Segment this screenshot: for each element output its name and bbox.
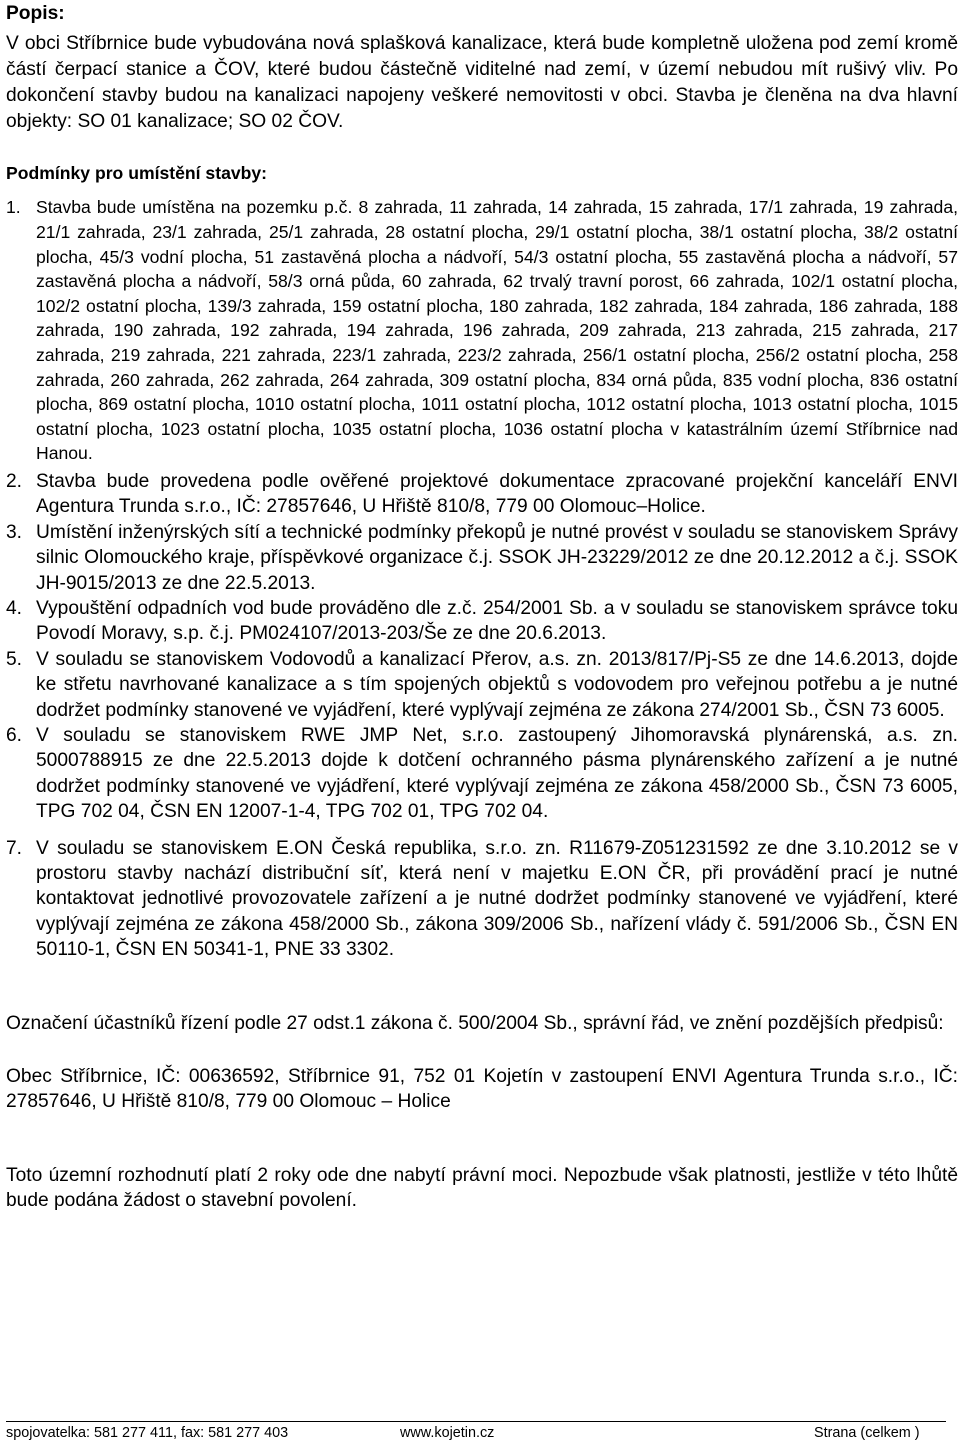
participants-label: Označení účastníků řízení podle 27 odst.1 zákona č. 500/2004 Sb., správní řád, ve znění pozdějších předpisů: [6,1012,944,1034]
section-heading-popis: Popis: [6,3,65,24]
condition-number: 2. [6,470,23,492]
condition-text: V souladu se stanoviskem Vodovodů a kanalizací Přerov, a.s. zn. 2013/817/Pj-S5 ze dne 14.6.2013, dojde ke střetu navrhované kanalizace a s tím spojených objektů s vodovodem pro veřejnou potřebu a je nutné dodržet podmínky stanovené ve vyjádření, které vyplývají zejména ze zákona 274/2001 Sb., ČSN 73 6005. [36,648,958,721]
condition-item [6,520,958,596]
condition-item [6,836,958,963]
footer-website-link[interactable]: www.kojetin.cz [400,1425,495,1441]
condition-text: V souladu se stanoviskem E.ON Česká republika, s.r.o. zn. R11679-Z051231592 ze dne 3.10.2012 se v prostoru stavby nachází distribuční síť, která není v majetku E.ON ČR, při provádění prací je nutné kontaktovat jednotlivé provozovatele zařízení a je nutné dodržet podmínky stanovené ve vyjádření, které vyplývají zejména ze zákona 458/2000 Sb., zákona 309/2006 Sb., nařízení vlády č. 591/2006 Sb., ČSN EN 50110-1, ČSN EN 50341-1, PNE 33 3302. [36,837,958,961]
conditions-list [6,195,958,962]
condition-item [6,596,958,647]
condition-item [6,647,958,723]
condition-number: 7. [6,837,23,859]
page-footer [6,1421,946,1442]
condition-number: 5. [6,648,23,670]
condition-number: 4. [6,597,23,619]
condition-text: Stavba bude provedena podle ověřené projektové dokumentace zpracované projekční kanceláří ENVI Agentura Trunda s.r.o., IČ: 27857646, U Hřiště 810/8, 779 00 Olomouc–Holice. [36,470,958,518]
condition-text: Umístění inženýrských sítí a technické podmínky překopů je nutné provést v souladu se stanoviskem Správy silnic Olomouckého kraje, příspěvkové organizace č.j. SSOK JH-23229/2012 ze dne 20.12.2012 a č.j. SSOK JH-9015/2013 ze dne 22.5.2013. [36,521,958,594]
participants-text: Obec Stříbrnice, IČ: 00636592, Stříbrnice 91, 752 01 Kojetín v zastoupení ENVI Agentura Trunda s.r.o., IČ: 27857646, U Hřiště 810/8, 779 00 Olomouc – Holice [6,1066,958,1113]
section-heading-conditions: Podmínky pro umístění stavby: [6,163,268,183]
popis-paragraph: V obci Stříbrnice bude vybudována nová splašková kanalizace, která bude kompletně uložena pod zemí kromě částí čerpací stanice a ČOV, které budou částečně viditelné nad zemí, v území nebudou mít rušivý vliv. Po dokončení stavby budou na kanalizaci napojeny veškeré nemovitosti v obci. Stavba je členěna na dva hlavní objekty: SO 01 kanalizace; SO 02 ČOV. [6,33,958,132]
condition-item [6,469,958,520]
condition-item [6,195,958,466]
document-page [6,0,958,1214]
validity-paragraph: Toto územní rozhodnutí platí 2 roky ode dne nabytí právní moci. Nepozbude však platnosti, jestliže v této lhůtě bude podána žádost o stavební povolení. [6,1164,958,1212]
condition-item [6,723,958,825]
condition-text: Vypouštění odpadních vod bude prováděno dle z.č. 254/2001 Sb. a v souladu se stanoviskem správce toku Povodí Moravy, s.p. č.j. PM024107/2013-203/Še ze dne 20.6.2013. [36,597,958,645]
condition-text: Stavba bude umístěna na pozemku p.č. 8 zahrada, 11 zahrada, 14 zahrada, 15 zahrada, 17/1 zahrada, 19 zahrada, 21/1 zahrada, 23/1 zahrada, 25/1 zahrada, 28 ostatní plocha, 29/1 ostatní plocha, 38/1 ostatní plocha, 38/2 ostatní plocha, 45/3 vodní plocha, 51 zastavěná plocha a nádvoří, 54/3 ostatní plocha, 55 zastavěná plocha a nádvoří, 57 zastavěná plocha a nádvoří, 58/3 orná půda, 60 zahrada, 62 trvalý travní porost, 66 zahrada, 102/1 ostatní plocha, 102/2 ostatní plocha, 139/3 zahrada, 159 ostatní plocha, 180 zahrada, 182 zahrada, 184 zahrada, 186 zahrada, 188 zahrada, 190 zahrada, 192 zahrada, 194 zahrada, 196 zahrada, 209 zahrada, 213 zahrada, 215 zahrada, 217 zahrada, 219 zahrada, 221 zahrada, 223/1 zahrada, 223/2 zahrada, 256/1 ostatní plocha, 256/2 ostatní plocha, 258 zahrada, 260 zahrada, 262 zahrada, 264 zahrada, 309 ostatní plocha, 834 orná půda, 835 vodní plocha, 836 ostatní plocha, 869 ostatní plocha, 1010 ostatní plocha, 1011 ostatní plocha, 1012 ostatní plocha, 1013 ostatní plocha, 1015 ostatní plocha, 1023 ostatní plocha, 1035 ostatní plocha, 1036 ostatní plocha v katastrálním území Stříbrnice nad Hanou. [36,197,958,464]
condition-number: 1. [6,197,21,218]
condition-number: 6. [6,725,23,746]
footer-phone: spojovatelka: 581 277 411, fax: 581 277 403 [6,1425,289,1441]
footer-page-number: Strana (celkem ) [814,1425,920,1441]
condition-text: V souladu se stanoviskem RWE JMP Net, s.r.o. zastoupený Jihomoravská plynárenská, a.s. zn. 5000788915 ze dne 22.5.2013 dojde k dotčení ochranného pásma plynárenského zařízení a je nutné dodržet podmínky stanovené ve vyjádření, které vyplývají zejména ze zákona 458/2000 Sb., ČSN 73 6005, TPG 702 04, ČSN EN 12007-1-4, TPG 702 01, TPG 702 04. [36,725,958,823]
condition-number: 3. [6,521,23,543]
